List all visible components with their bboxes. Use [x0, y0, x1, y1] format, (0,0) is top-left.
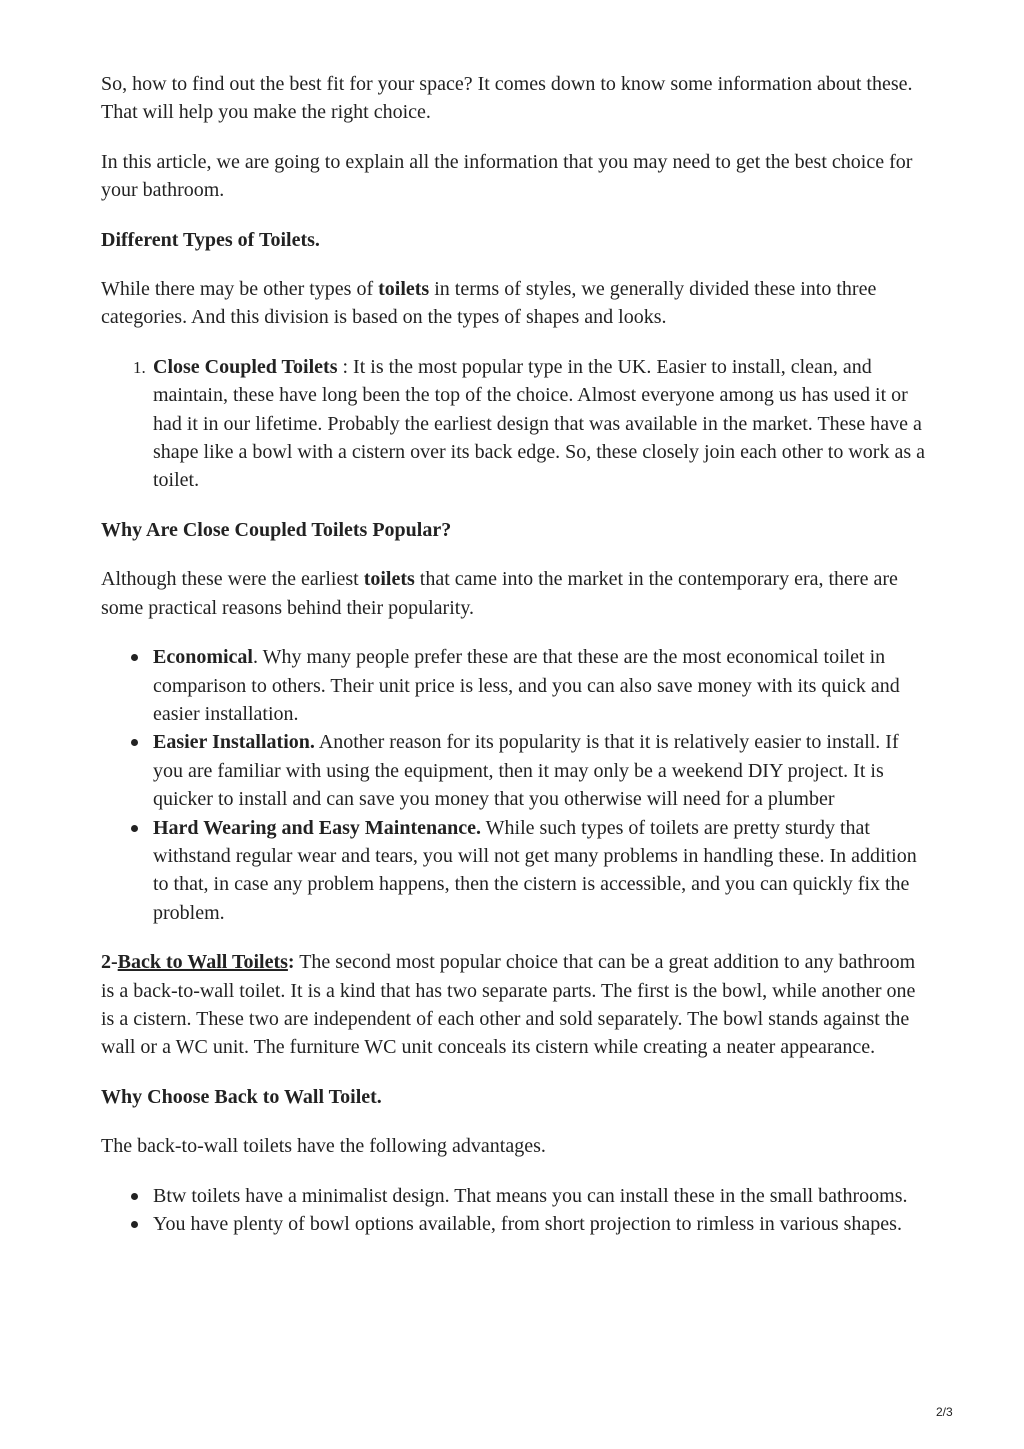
types-intro-bold: toilets: [378, 278, 430, 301]
reason-title: Economical: [153, 646, 253, 669]
heading-types-of-toilets: Different Types of Toilets.: [101, 228, 320, 251]
back-to-wall-paragraph: [101, 948, 931, 1062]
list-number: 1.: [133, 357, 146, 377]
reason-text: . Why many people prefer these are that these are the most economical toilet in comparison to others. Their unit price is less, and you can also save money with its quick and easier installation.: [153, 646, 900, 725]
reason-text: Another reason for its popularity is that it is relatively easier to install. If you are familiar with using the equipment, then it may only be a weekend DIY project. It is quicker to install and can save you money that you otherwise will need for a plumber: [153, 731, 899, 811]
reason-text: While such types of toilets are pretty sturdy that withstand regular wear and tears, you will not get many problems in handling these. In addition to that, in case any problem happens, then the cistern is accessible, and you can quickly fix the problem.: [153, 816, 917, 924]
article-body: [101, 70, 931, 1259]
back-to-wall-colon: :: [287, 951, 295, 974]
list-item: [153, 728, 931, 813]
intro-paragraph: So, how to find out the best fit for your space? It comes down to know some information about these. That will help you make the right choice.: [101, 73, 913, 124]
list-item: [153, 814, 931, 928]
article-purpose-paragraph: In this article, we are going to explain all the information that you may need to get the best choice for your bathroom.: [101, 150, 913, 202]
types-intro-text-end: in terms of styles, we generally divided these into three categories. And this division is based on the types of shapes and looks.: [101, 278, 877, 329]
list-item: [153, 643, 931, 728]
types-intro-paragraph: [101, 275, 931, 332]
back-to-wall-advantages-intro: The back-to-wall toilets have the following advantages.: [101, 1135, 546, 1158]
list-item: [153, 1182, 931, 1210]
reason-title: Easier Installation.: [153, 731, 315, 754]
toilet-types-list: [101, 353, 931, 495]
advantage-text: Btw toilets have a minimalist design. That means you can install these in the small bathrooms.: [153, 1184, 908, 1207]
list-item-close-coupled: [133, 353, 931, 495]
cc-intro-text-end: that came into the market in the contemporary era, there are some practical reasons behind their popularity.: [101, 568, 898, 619]
bullet-icon: [131, 825, 138, 832]
heading-why-back-to-wall: Why Choose Back to Wall Toilet.: [101, 1085, 382, 1108]
bullet-icon: [131, 1193, 138, 1200]
page-number: 2/3: [936, 1405, 953, 1419]
back-to-wall-prefix: 2-: [101, 951, 118, 974]
close-coupled-title: Close Coupled Toilets: [153, 355, 338, 378]
close-coupled-intro-paragraph: [101, 565, 931, 622]
types-intro-text-start: While there may be other types of: [101, 278, 379, 301]
list-item: [153, 1210, 931, 1238]
close-coupled-reasons-list: [101, 643, 931, 927]
heading-why-close-coupled: Why Are Close Coupled Toilets Popular?: [101, 518, 452, 541]
advantage-text: You have plenty of bowl options available, from short projection to rimless in various shapes.: [153, 1213, 902, 1235]
bullet-icon: [131, 1221, 138, 1228]
reason-title: Hard Wearing and Easy Maintenance.: [153, 816, 481, 839]
bullet-icon: [131, 654, 138, 661]
close-coupled-description: : It is the most popular type in the UK. Easier to install, clean, and maintain, these have long been the top of the choice. Almost everyone among us has used it or had it in our lifetime. Probably the earliest design that was available in the market. These have a shape like a bowl with a cistern over its back edge. So, these closely join each other to work as a toilet.: [153, 355, 925, 492]
back-to-wall-description: The second most popular choice that can be a great addition to any bathroom is a back-to-wall toilet. It is a kind that has two separate parts. The first is the bowl, while another one is a cistern. These two are independent of each other and sold separately. The bowl stands against the wall or a WC unit. The furniture WC unit conceals its cistern while creating a neater appearance.: [101, 951, 916, 1059]
back-to-wall-toilets-link[interactable]: Back to Wall Toilets: [117, 951, 288, 974]
cc-intro-text-start: Although these were the earliest: [101, 568, 364, 591]
cc-intro-bold: toilets: [363, 568, 415, 591]
bullet-icon: [131, 739, 138, 746]
back-to-wall-advantages-list: [101, 1182, 931, 1239]
